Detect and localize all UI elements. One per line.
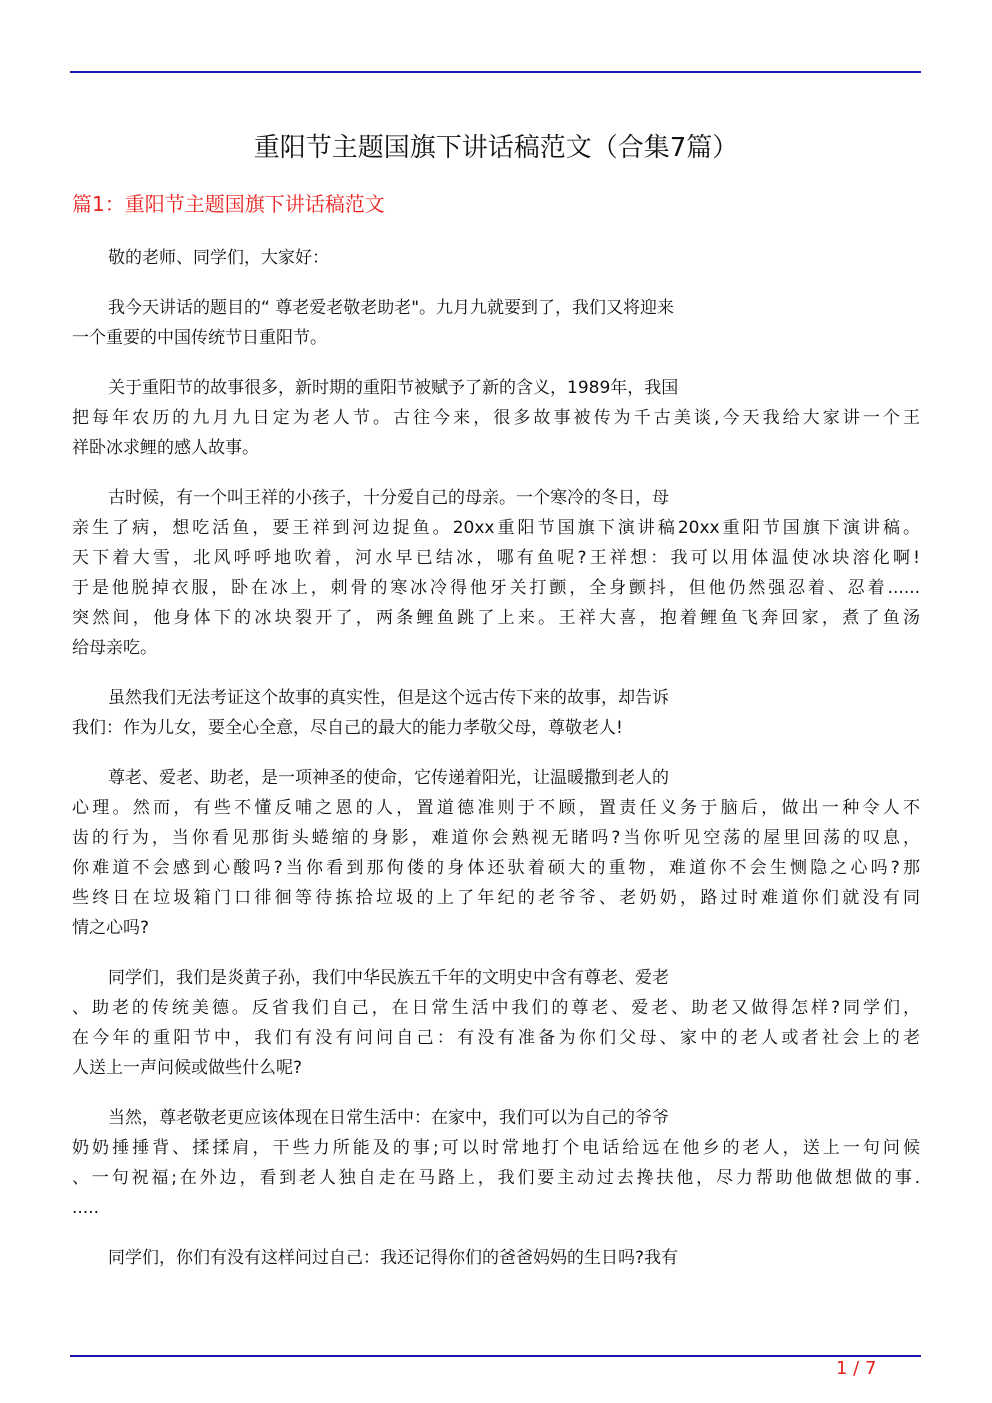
text-line: 人送上一声问候或做些什么呢? xyxy=(72,1058,303,1078)
text-line: 齿的行为，当你看见那街头蜷缩的身影，难道你会熟视无睹吗?当你听见空荡的屋里回荡的叹息， xyxy=(72,828,920,848)
text-line: 祥卧冰求鲤的感人故事。 xyxy=(72,438,259,458)
text-line: 于是他脱掉衣服，卧在冰上，刺骨的寒冰冷得他牙关打颤，全身颤抖，但他仍然强忍着、忍着...... xyxy=(72,578,920,598)
text-line: 同学们，我们是炎黄子孙，我们中华民族五千年的文明史中含有尊老、爱老 xyxy=(108,968,669,988)
text-line: 突然间，他身体下的冰块裂开了，两条鲤鱼跳了上来。王祥大喜，抱着鲤鱼飞奔回家，煮了鱼汤 xyxy=(72,608,920,628)
text-line: 你难道不会感到心酸吗?当你看到那佝偻的身体还驮着硕大的重物，难道你不会生恻隐之心吗?那 xyxy=(72,858,920,878)
paragraph xyxy=(72,1243,920,1273)
text-line: 尊老、爱老、助老，是一项神圣的使命，它传递着阳光，让温暖撒到老人的 xyxy=(108,768,669,788)
text-line: 把每年农历的九月九日定为老人节。古往今来，很多故事被传为千古美谈,今天我给大家讲一个王 xyxy=(72,408,920,428)
page-number: 1 / 7 xyxy=(836,1358,877,1379)
paragraph xyxy=(72,483,920,663)
text-line: 亲生了病，想吃活鱼，要王祥到河边捉鱼。20xx重阳节国旗下演讲稿20xx重阳节国旗下演讲稿。 xyxy=(72,518,920,538)
text-line: 我今天讲话的题目的“ 尊老爱老敬老助老"。九月九就要到了，我们又将迎来 xyxy=(108,298,675,318)
paragraph xyxy=(72,1103,920,1223)
document-title: 重阳节主题国旗下讲话稿范文（合集7篇） xyxy=(253,133,739,163)
text-line: 古时候，有一个叫王祥的小孩子，十分爱自己的母亲。一个寒冷的冬日，母 xyxy=(108,488,669,508)
paragraph xyxy=(72,683,920,743)
text-line: 给母亲吃。 xyxy=(72,638,157,658)
text-line: 心理。然而，有些不懂反哺之恩的人，置道德准则于不顾，置责任义务于脑后，做出一种令人不 xyxy=(72,798,920,818)
paragraph xyxy=(72,243,920,273)
text-line: 情之心吗? xyxy=(72,918,150,938)
text-line: 一个重要的中国传统节日重阳节。 xyxy=(72,328,327,348)
text-line: 当然，尊老敬老更应该体现在日常生活中：在家中，我们可以为自己的爷爷 xyxy=(108,1108,669,1128)
paragraph xyxy=(72,763,920,943)
text-line: 我们：作为儿女，要全心全意，尽自己的最大的能力孝敬父母，尊敬老人! xyxy=(72,718,623,738)
text-line: ..... xyxy=(72,1198,100,1218)
paragraph xyxy=(72,293,920,353)
paragraph xyxy=(72,963,920,1083)
document-body xyxy=(72,243,920,1293)
text-line: 些终日在垃圾箱门口徘徊等待拣拾垃圾的上了年纪的老爷爷、老奶奶，路过时难道你们就没有同 xyxy=(72,888,920,908)
text-line: 在今年的重阳节中，我们有没有问问自己：有没有准备为你们父母、家中的老人或者社会上的老 xyxy=(72,1028,920,1048)
text-line: 奶奶捶捶背、揉揉肩，干些力所能及的事;可以时常地打个电话给远在他乡的老人，送上一句问候 xyxy=(72,1138,920,1158)
text-line: 同学们，你们有没有这样问过自己：我还记得你们的爸爸妈妈的生日吗?我有 xyxy=(108,1248,679,1268)
paragraph xyxy=(72,373,920,463)
text-line: 关于重阳节的故事很多，新时期的重阳节被赋予了新的含义，1989年，我国 xyxy=(108,378,679,398)
text-line: 天下着大雪，北风呼呼地吹着，河水早已结冰，哪有鱼呢?王祥想：我可以用体温使冰块溶化啊! xyxy=(72,548,920,568)
text-line: 虽然我们无法考证这个故事的真实性，但是这个远古传下来的故事，却告诉 xyxy=(108,688,669,708)
text-line: 、一句祝福;在外边，看到老人独自走在马路上，我们要主动过去搀扶他，尽力帮助他做想做的事. xyxy=(72,1168,920,1188)
text-line: 、助老的传统美德。反省我们自己，在日常生活中我们的尊老、爱老、助老又做得怎样?同学们， xyxy=(72,998,920,1018)
footer-rule xyxy=(70,1355,921,1357)
text-line: 敬的老师、同学们，大家好： xyxy=(108,248,329,268)
section-heading: 篇1：重阳节主题国旗下讲话稿范文 xyxy=(72,192,385,216)
header-rule xyxy=(70,71,921,73)
